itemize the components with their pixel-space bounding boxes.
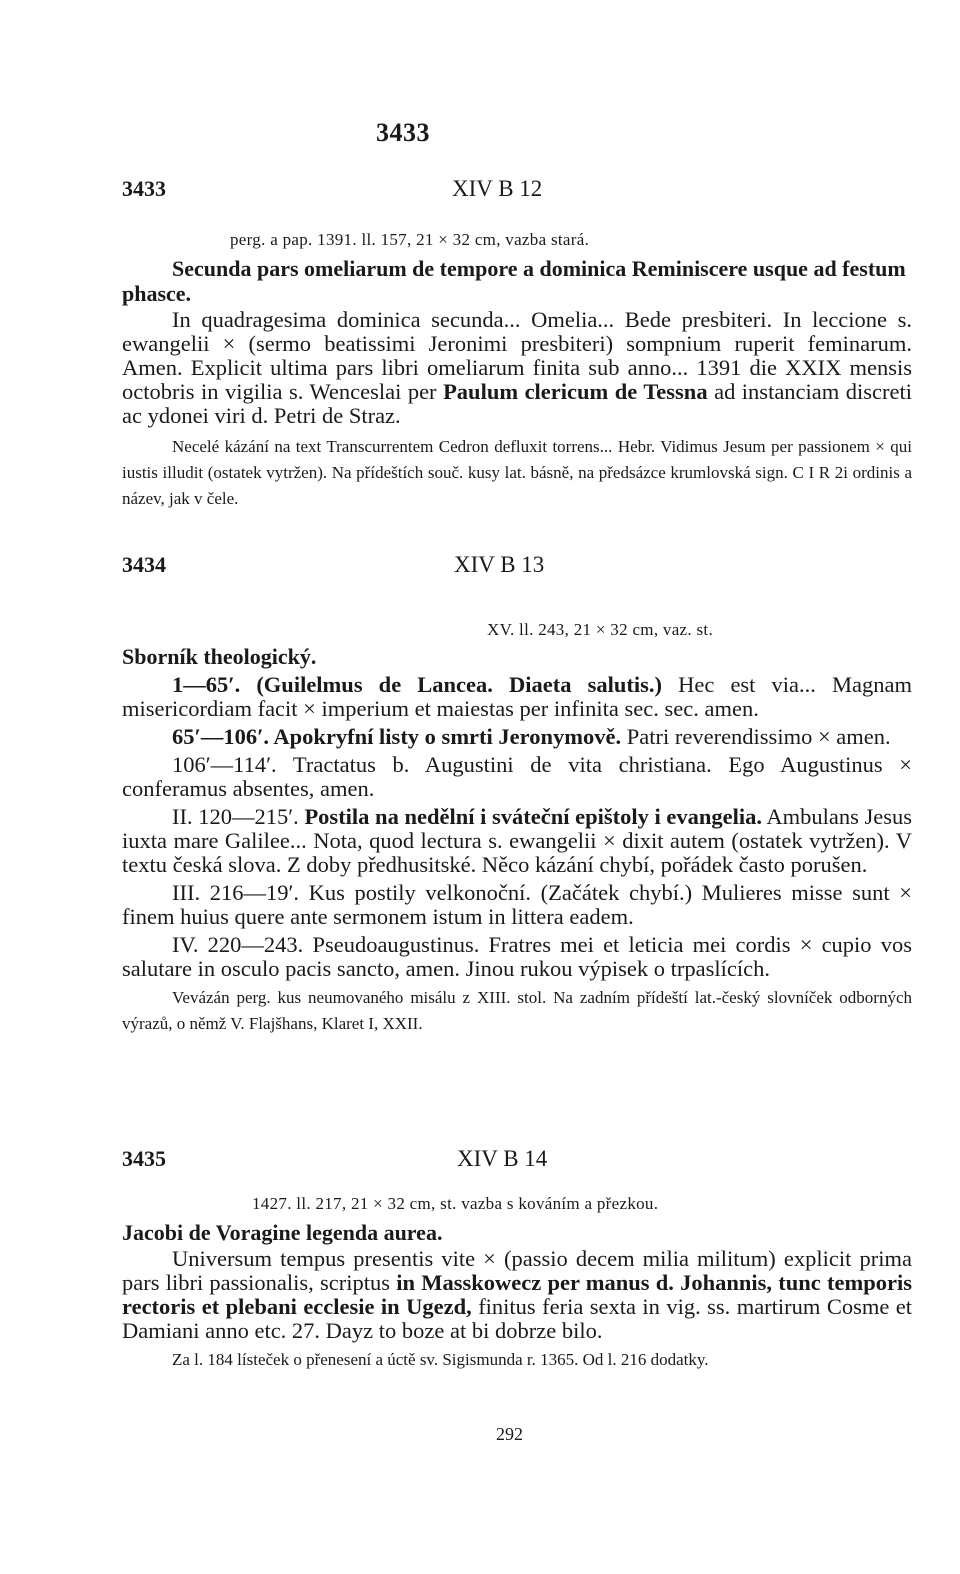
physical-description: 1427. ll. 217, 21 × 32 cm, st. vazba s kováním a přezkou. (252, 1194, 659, 1213)
content-item (122, 725, 912, 749)
entry-note: Za l. 184 lísteček o přenesení a úctě sv. Sigismunda r. 1365. Od l. 216 dodatky. (172, 1350, 709, 1369)
content-text: Ambulans Jesus iuxta mare Galilee... Nota, quod lectura s. ewangelii × dixit autem (ostatek vytržen). V textu česká slova. Z doby předhusitské. Něco kázání chybí, pořádek často porušen. (122, 804, 913, 877)
scribe-name: Paulum clericum de Tessna (443, 379, 708, 404)
entry-number: 3433 (122, 176, 166, 201)
text-part: finitus feria sexta in vig. ss. martirum Cosme et Damiani anno etc. 27. Dayz to boze at bi dobrze bilo. (122, 1294, 913, 1343)
content-item: III. 216—19′. Kus postily velkonoční. (Začátek chybí.) Mulieres misse sunt × finem huius quere ante sermonem istum in littera eadem. (122, 880, 912, 929)
entry-header (122, 1146, 912, 1180)
text-part: ad instanciam discreti ac ydonei viri d. Petri de Straz. (122, 379, 913, 428)
physical-description: XV. ll. 243, 21 × 32 cm, vaz. st. (487, 620, 713, 639)
entry-text (122, 308, 912, 428)
page-number: 292 (496, 1424, 523, 1444)
entry-note: Necelé kázání na text Transcurrentem Cedron defluxit torrens... Hebr. Vidimus Jesum per passionem × qui iustis illudit (ostatek vytržen). Na přídeštích souč. kusy lat. básně, na předsázce krumlovská sign. C I R 2i ordinis a název, jak v čele. (122, 437, 912, 508)
shelfmark: XIV B 14 (457, 1146, 548, 1171)
shelfmark: XIV B 12 (452, 176, 543, 201)
entry-3433 (122, 176, 912, 512)
scribe-name: in Masskowecz per manus d. Johannis, tunc temporis rectoris et plebani ecclesie in Ugezd, (122, 1270, 912, 1319)
entry-text (122, 1247, 912, 1343)
content-lead: II. 120—215′. (172, 804, 299, 829)
content-item: IV. 220—243. Pseudoaugustinus. Fratres mei et leticia mei cordis × cupio vos salutare in osculo pacis sancto, amen. Jinou rukou výpisek o trpaslících. (122, 932, 912, 981)
entry-3435 (122, 1146, 912, 1373)
content-item: 106′—114′. Tractatus b. Augustini de vita christiana. Ego Augustinus × conferamus absentes, amen. (122, 752, 912, 801)
physical-description: perg. a pap. 1391. ll. 157, 21 × 32 cm, vazba stará. (230, 230, 590, 249)
entry-number: 3435 (122, 1146, 166, 1171)
entry-title: Jacobi de Voragine legenda aurea. (122, 1220, 443, 1245)
content-item (122, 673, 912, 721)
text-part: In quadragesima dominica secunda... Omelia... Bede presbiteri. In leccione s. ewangelii × (sermo beatissimi Jeronimi presbiteri) sompnium ruperit feminarum. Amen. Explicit ultima pars libri omeliarum finita sub anno... 1391 die XXIX mensis octobris in vigilia s. Wenceslai per (122, 307, 912, 404)
text-part: Universum tempus presentis vite × (passio decem milia militum) explicit prima pars libri passionalis, scriptus (122, 1246, 912, 1295)
content-item (122, 805, 912, 877)
content-text: Hec est via... Magnam misericordiam facit × imperium et maiestas per infinita sec. sec. amen. (122, 672, 912, 721)
content-bold: 65′—106′. Apokryfní listy o smrti Jeronymově. (172, 724, 622, 749)
shelfmark: XIV B 13 (454, 552, 545, 577)
content-bold: Postila na nedělní i sváteční epištoly i evangelia. (304, 804, 762, 829)
entry-number: 3434 (122, 552, 166, 577)
entry-header (122, 176, 912, 210)
entry-3434 (122, 552, 912, 1037)
content-bold: 1—65′. (Guilelmus de Lancea. Diaeta salutis.) (172, 672, 662, 697)
entry-title: Secunda pars omeliarum de tempore a dominica Reminiscere usque ad festum phasce. (122, 256, 906, 306)
entry-title: Sborník theologický. (122, 644, 317, 669)
content-text: Patri reverendissimo × amen. (626, 724, 891, 749)
running-head: 3433 (376, 118, 430, 147)
entry-header (122, 552, 912, 586)
entry-note: Vevázán perg. kus neumovaného misálu z XIII. stol. Na zadním přídeští lat.-český slovníček odborných výrazů, o němž V. Flajšhans, Klaret I, XXII. (122, 988, 912, 1033)
